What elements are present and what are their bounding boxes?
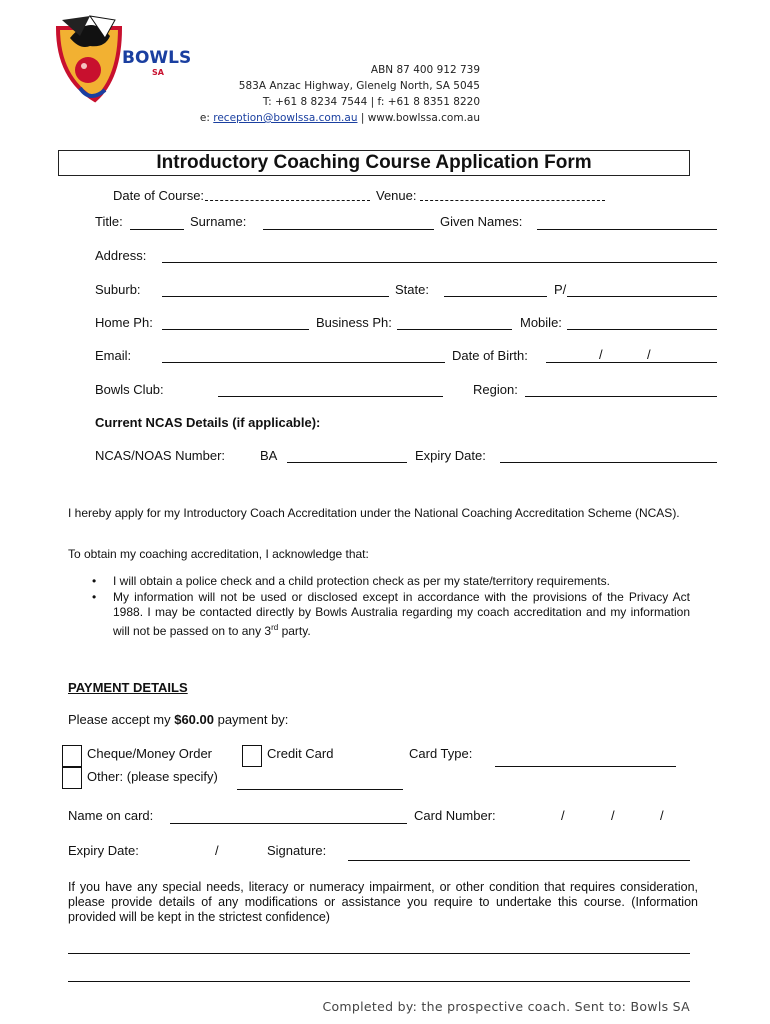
- credit-card-label: Credit Card: [267, 746, 334, 761]
- signature-label: Signature:: [267, 843, 327, 858]
- home-phone-field[interactable]: [162, 329, 309, 330]
- ncas-number-label: NCAS/NOAS Number:: [95, 448, 226, 463]
- payment-heading: PAYMENT DETAILS: [68, 680, 188, 695]
- business-phone-field[interactable]: [397, 329, 512, 330]
- payment-amount: $60.00: [174, 712, 214, 727]
- date-of-course-field[interactable]: [205, 200, 370, 201]
- privacy-text-end: party.: [278, 624, 311, 638]
- state-field[interactable]: [444, 296, 547, 297]
- bullet-dot: •: [92, 590, 97, 604]
- ncas-expiry-label: Expiry Date:: [415, 448, 486, 463]
- ncas-number-field[interactable]: [287, 462, 407, 463]
- email-label: Email:: [95, 348, 132, 363]
- special-needs-line-2[interactable]: [68, 981, 690, 982]
- given-names-label: Given Names:: [440, 214, 523, 229]
- cheque-label: Cheque/Money Order: [87, 746, 213, 761]
- accept-prefix: Please accept my: [68, 712, 175, 727]
- footer-text: Completed by: the prospective coach. Sent to: Bowls SA: [322, 999, 690, 1014]
- logo-sub: SA: [152, 68, 164, 77]
- expiry-label: Expiry Date:: [68, 843, 139, 858]
- title-box: [58, 150, 690, 176]
- ncas-expiry-field[interactable]: [500, 462, 717, 463]
- bowls-sa-logo: [50, 8, 200, 108]
- other-label: Other: (please specify): [87, 769, 218, 784]
- card-number-separator: /: [611, 808, 615, 823]
- suburb-field[interactable]: [162, 296, 389, 297]
- bullet-dot: •: [92, 574, 97, 588]
- signature-field[interactable]: [348, 860, 690, 861]
- suburb-label: Suburb:: [95, 282, 141, 297]
- card-number-separator: /: [660, 808, 664, 823]
- name-on-card-label: Name on card:: [68, 808, 154, 823]
- contact-block: [200, 62, 480, 126]
- given-names-field[interactable]: [537, 229, 717, 230]
- payment-accept-text: [68, 712, 288, 727]
- special-needs-text: If you have any special needs, literacy or numeracy impairment, or other condition that requires consideration, please provide details of any modifications or assistance you require to undertake this course. (Information provided will be kept in the strictest confidence): [68, 880, 698, 924]
- card-type-field[interactable]: [495, 766, 676, 767]
- expiry-separator: /: [215, 843, 219, 858]
- bowls-club-field[interactable]: [218, 396, 443, 397]
- accept-suffix: payment by:: [213, 712, 289, 727]
- region-label: Region:: [473, 382, 518, 397]
- home-phone-label: Home Ph:: [95, 315, 153, 330]
- police-check-item: I will obtain a police check and a child protection check as per my state/territory requirements.: [113, 574, 610, 588]
- region-field[interactable]: [525, 396, 717, 397]
- address-text: 583A Anzac Highway, Glenelg North, SA 5045: [238, 80, 480, 92]
- title-field[interactable]: [130, 229, 184, 230]
- title-label: Title:: [95, 214, 123, 229]
- cheque-checkbox[interactable]: [62, 745, 82, 767]
- card-number-label: Card Number:: [414, 808, 496, 823]
- email-line: [200, 110, 480, 126]
- page-title: Introductory Coaching Course Application Form: [156, 152, 592, 173]
- date-of-course-label: Date of Course:: [113, 188, 205, 203]
- logo-brand: BOWLS: [122, 48, 192, 68]
- venue-field[interactable]: [420, 200, 605, 201]
- privacy-sup: rd: [271, 623, 279, 632]
- dob-separator: /: [647, 347, 651, 362]
- mobile-field[interactable]: [567, 329, 717, 330]
- website-text: | www.bowlssa.com.au: [360, 112, 480, 124]
- dob-label: Date of Birth:: [452, 348, 528, 363]
- mobile-label: Mobile:: [520, 315, 562, 330]
- address-field[interactable]: [162, 262, 717, 263]
- dob-field[interactable]: [546, 362, 717, 363]
- privacy-item: [113, 590, 690, 639]
- surname-field[interactable]: [263, 229, 434, 230]
- abn-text: ABN 87 400 912 739: [370, 64, 480, 76]
- apply-statement: I hereby apply for my Introductory Coach Accreditation under the National Coaching Accreditation Scheme (NCAS).: [68, 506, 680, 520]
- other-field[interactable]: [237, 789, 403, 790]
- card-number-separator: /: [561, 808, 565, 823]
- postcode-field[interactable]: [567, 296, 717, 297]
- dob-separator: /: [599, 347, 603, 362]
- special-needs-line-1[interactable]: [68, 953, 690, 954]
- ncas-prefix: BA: [260, 448, 278, 463]
- other-checkbox[interactable]: [62, 767, 82, 789]
- email-link[interactable]: reception@bowlssa.com.au: [213, 112, 358, 124]
- surname-label: Surname:: [190, 214, 247, 229]
- phone-text: T: +61 8 8234 7544 | f: +61 8 8351 8220: [262, 96, 480, 108]
- address-label: Address:: [95, 248, 147, 263]
- bowls-club-label: Bowls Club:: [95, 382, 164, 397]
- card-type-label: Card Type:: [409, 746, 473, 761]
- email-prefix: e:: [199, 112, 210, 124]
- credit-card-checkbox[interactable]: [242, 745, 262, 767]
- privacy-text: My information will not be used or disclosed except in accordance with the provisions of the Privacy Act 1988. I may be contacted directly by Bowls Australia regarding my coach accreditation and my information will not be passed on to any 3: [113, 590, 690, 638]
- venue-label: Venue:: [376, 188, 417, 203]
- state-label: State:: [395, 282, 429, 297]
- ncas-heading: Current NCAS Details (if applicable):: [95, 415, 321, 430]
- postcode-label: P/: [554, 282, 567, 297]
- acknowledge-statement: To obtain my coaching accreditation, I acknowledge that:: [68, 547, 369, 561]
- email-field[interactable]: [162, 362, 445, 363]
- business-phone-label: Business Ph:: [316, 315, 392, 330]
- name-on-card-field[interactable]: [170, 823, 407, 824]
